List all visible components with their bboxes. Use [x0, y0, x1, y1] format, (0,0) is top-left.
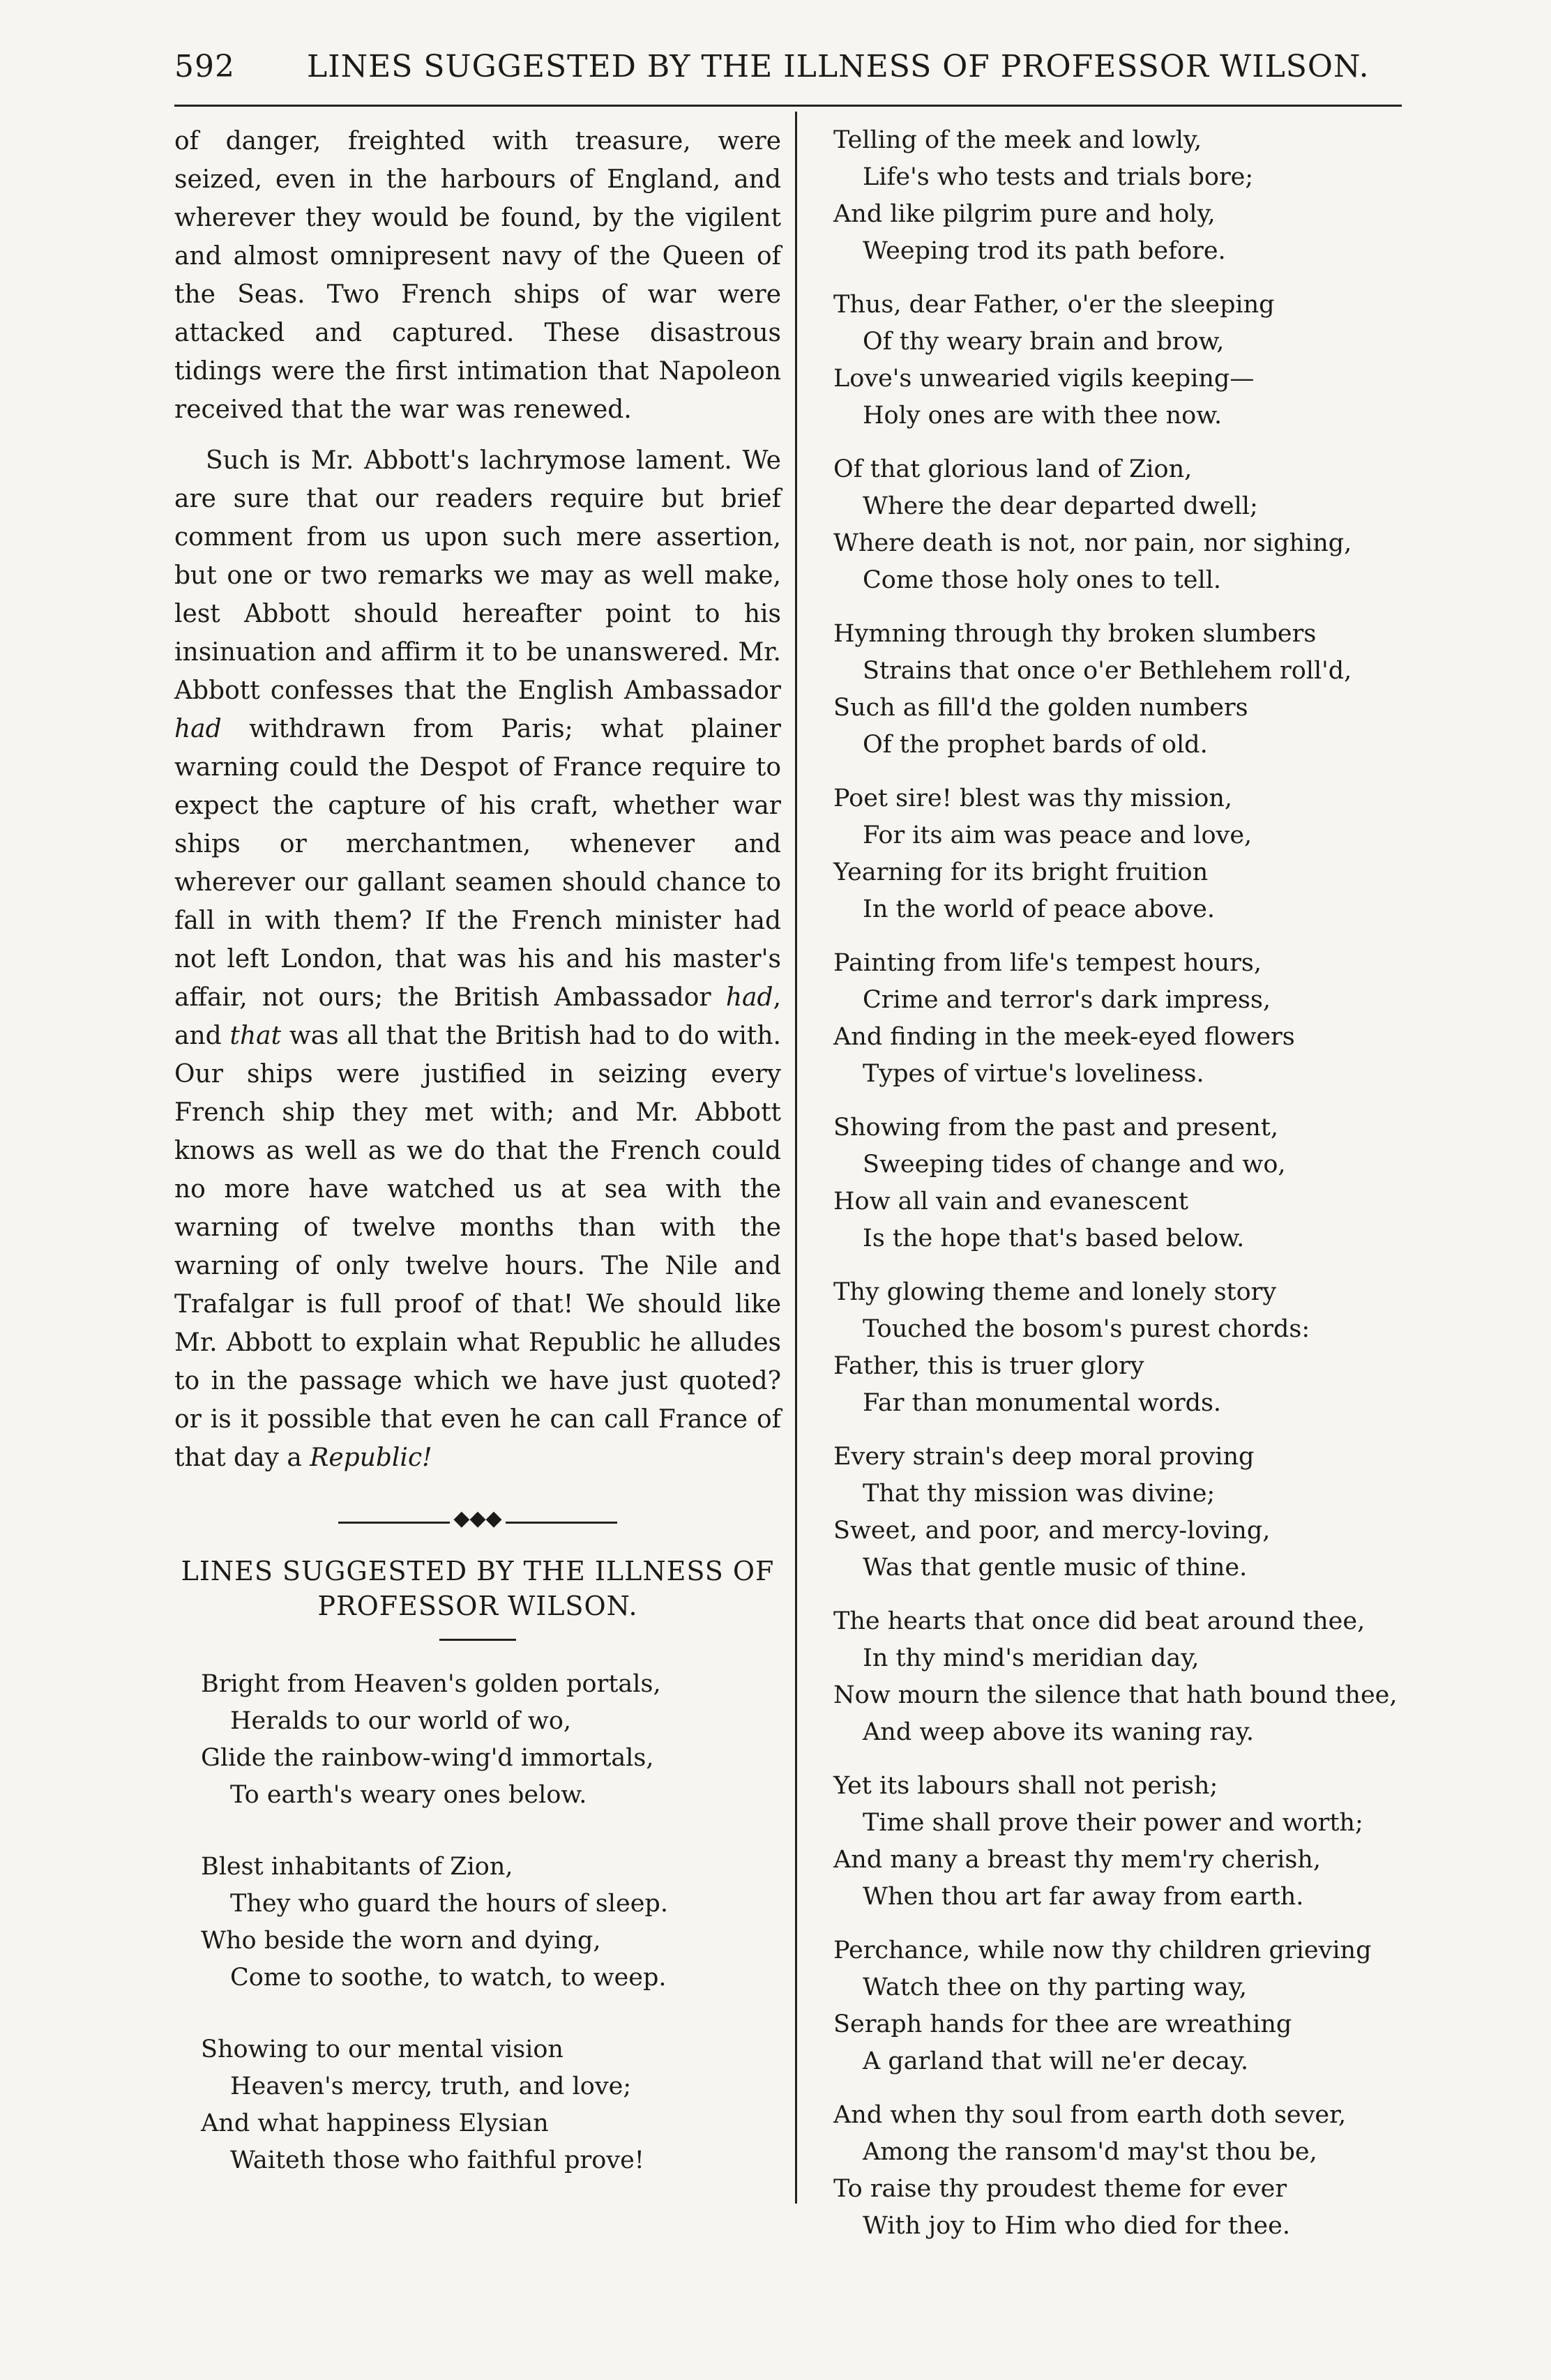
p2-text-c: , and	[174, 983, 781, 1050]
poem-left-stanzas	[174, 1666, 781, 2179]
verse-line: How all vain and evanescent	[833, 1188, 1188, 1215]
title-rule	[439, 1639, 516, 1641]
verse-line: And weep above its waning ray.	[863, 1718, 1255, 1746]
stanza	[833, 1768, 1405, 1916]
stanza	[174, 2031, 781, 2179]
verse-line: Seraph hands for thee are wreathing	[833, 2010, 1292, 2038]
verse-line: Crime and terror's dark impress,	[863, 986, 1271, 1014]
verse-line: For its aim was peace and love,	[863, 821, 1253, 849]
stanza	[833, 1439, 1405, 1586]
verse-line: Telling of the meek and lowly,	[833, 126, 1202, 154]
stanza	[833, 451, 1405, 599]
verse-line: Among the ransom'd may'st thou be,	[863, 2138, 1317, 2166]
stanza	[833, 780, 1405, 928]
verse-line: The hearts that once did beat around thee,	[833, 1607, 1365, 1635]
verse-line: Heaven's mercy, truth, and love;	[230, 2072, 632, 2100]
verse-line: To earth's weary ones below.	[230, 1781, 587, 1809]
section-ornament	[174, 1505, 781, 1540]
poem-right-stanzas	[833, 122, 1405, 2245]
verse-line: Hymning through thy broken slumbers	[833, 620, 1317, 648]
verse-line: Bright from Heaven's golden portals,	[201, 1670, 661, 1698]
verse-line: Who beside the worn and dying,	[201, 1927, 601, 1955]
verse-line: They who guard the hours of sleep.	[230, 1890, 668, 1918]
verse-line: Come those holy ones to tell.	[863, 566, 1222, 594]
verse-line: In the world of peace above.	[863, 895, 1215, 923]
verse-line: Poet sire! blest was thy mission,	[833, 785, 1233, 812]
stanza	[174, 1666, 781, 1814]
verse-line: Far than monumental words.	[863, 1389, 1222, 1417]
right-column	[833, 122, 1405, 2261]
verse-line: Blest inhabitants of Zion,	[201, 1853, 513, 1881]
verse-line: Every strain's deep moral proving	[833, 1443, 1255, 1471]
verse-line: And what happiness Elysian	[201, 2109, 549, 2137]
p2-italic-republic: Republic!	[310, 1443, 432, 1472]
verse-line: Painting from life's tempest hours,	[833, 949, 1262, 977]
verse-line: Sweet, and poor, and mercy-loving,	[833, 1517, 1271, 1545]
verse-line: A garland that will ne'er decay.	[863, 2047, 1249, 2075]
verse-line: Sweeping tides of change and wo,	[863, 1151, 1286, 1178]
verse-line: Of the prophet bards of old.	[863, 731, 1208, 759]
verse-line: Yet its labours shall not perish;	[833, 1772, 1218, 1800]
verse-line: Showing from the past and present,	[833, 1114, 1278, 1142]
left-column	[174, 122, 781, 2214]
verse-line: Thus, dear Father, o'er the sleeping	[833, 291, 1275, 319]
poem-title-line-2: PROFESSOR WILSON.	[317, 1591, 638, 1621]
verse-line: Father, this is truer glory	[833, 1352, 1144, 1380]
verse-line: Heralds to our world of wo,	[230, 1707, 572, 1735]
verse-line: Weeping trod its path before.	[863, 237, 1226, 265]
stanza	[174, 1849, 781, 1996]
stanza	[833, 1109, 1405, 1257]
verse-line: And many a breast thy mem'ry cherish,	[833, 1846, 1321, 1874]
paragraph-1: of danger, freighted with treasure, were seized, even in the harbours of England, and wherever they would be found, by the vigilent and almost omnipresent navy of the Queen of the Seas. Two French ships of war were attacked and captured. These disastrous tidings were the first intimation that Napoleon received that the war was renewed.	[174, 127, 781, 424]
poem-title	[174, 1554, 781, 1623]
p2-italic-had-1: had	[174, 715, 222, 743]
verse-line: Glide the rainbow-wing'd immortals,	[201, 1744, 654, 1772]
stanza	[833, 287, 1405, 434]
p2-italic-had-2: had	[725, 983, 773, 1012]
verse-line: Types of virtue's loveliness.	[863, 1060, 1204, 1088]
verse-line: Now mourn the silence that hath bound thee,	[833, 1681, 1398, 1709]
verse-line: Holy ones are with thee now.	[863, 402, 1223, 430]
verse-line: Love's unwearied vigils keeping—	[833, 365, 1255, 393]
verse-line: And like pilgrim pure and holy,	[833, 200, 1216, 228]
stanza	[833, 1603, 1405, 1751]
stanza	[833, 616, 1405, 764]
verse-line: That thy mission was divine;	[863, 1480, 1216, 1508]
verse-line: To raise thy proudest theme for ever	[833, 2175, 1287, 2203]
stanza	[833, 1274, 1405, 1422]
verse-line: Is the hope that's based below.	[863, 1225, 1245, 1252]
verse-line: In thy mind's meridian day,	[863, 1644, 1200, 1672]
verse-line: Such as fill'd the golden numbers	[833, 694, 1248, 722]
verse-line: And finding in the meek-eyed flowers	[833, 1023, 1295, 1051]
stanza	[833, 945, 1405, 1093]
verse-line: Strains that once o'er Bethlehem roll'd,	[863, 657, 1352, 685]
page-number: 592	[174, 49, 235, 84]
verse-line: When thou art far away from earth.	[863, 1883, 1304, 1911]
header-rule	[174, 105, 1402, 107]
verse-line: Waiteth those who faithful prove!	[230, 2146, 644, 2174]
verse-line: Yearning for its bright fruition	[833, 858, 1209, 886]
p2-text-b: withdrawn from Paris; what plainer warning could the Despot of France require to expect the capture of his craft, whether war ships or merchantmen, whenever and wherever our gallant seamen should chance to fall in with them? If the French minister had not left London, that was his and his master's affair, not ours; the British Ambassador	[174, 715, 781, 1012]
paragraph-2	[174, 441, 781, 1477]
article-ending	[174, 122, 781, 1477]
verse-line: Showing to our mental vision	[201, 2036, 563, 2063]
stanza	[833, 2097, 1405, 2245]
verse-line: Touched the bosom's purest chords:	[863, 1315, 1310, 1343]
verse-line: And when thy soul from earth doth sever,	[833, 2101, 1347, 2129]
verse-line: Watch thee on thy parting way,	[863, 1973, 1247, 2001]
verse-line: Where death is not, nor pain, nor sighing,	[833, 529, 1352, 557]
verse-line: Of that glorious land of Zion,	[833, 455, 1193, 483]
poem-title-line-1: LINES SUGGESTED BY THE ILLNESS OF	[181, 1556, 775, 1586]
verse-line: Where the dear departed dwell;	[863, 492, 1258, 520]
verse-line: Life's who tests and trials bore;	[863, 163, 1254, 191]
p2-italic-that: that	[229, 1022, 282, 1050]
verse-line: With joy to Him who died for thee.	[863, 2212, 1290, 2240]
p2-text-a: Such is Mr. Abbott's lachrymose lament. We are sure that our readers require but brief comment from us upon such mere assertion, but one or two remarks we may as well make, lest Abbott should hereafter point to his insinuation and affirm it to be unanswered. Mr. Abbott confesses that the English Ambassador	[174, 446, 781, 705]
column-divider	[795, 112, 797, 2204]
p2-text-d: was all that the British had to do with. Our ships were justified in seizing every French ship they met with; and Mr. Abbott knows as well as we do that the French could no more have watched us at sea with the warning of twelve months than with the warning of only twelve hours. The Nile and Trafalgar is full proof of that! We should like Mr. Abbott to explain what Republic he alludes to in the passage which we have just quoted? or is it possible that even he can call France of that day a	[174, 1022, 781, 1472]
stanza	[833, 1932, 1405, 2080]
ornament-diamond-icon: ◆◆◆	[450, 1506, 506, 1531]
running-title: LINES SUGGESTED BY THE ILLNESS OF PROFESSOR WILSON.	[307, 49, 1370, 84]
verse-line: Of thy weary brain and brow,	[863, 328, 1225, 356]
verse-line: Perchance, while now thy children grieving	[833, 1936, 1372, 1964]
stanza	[833, 122, 1405, 270]
verse-line: Come to soothe, to watch, to weep.	[230, 1964, 667, 1992]
verse-line: Time shall prove their power and worth;	[863, 1809, 1363, 1837]
verse-line: Thy glowing theme and lonely story	[833, 1278, 1277, 1306]
verse-line: Was that gentle music of thine.	[863, 1554, 1248, 1582]
